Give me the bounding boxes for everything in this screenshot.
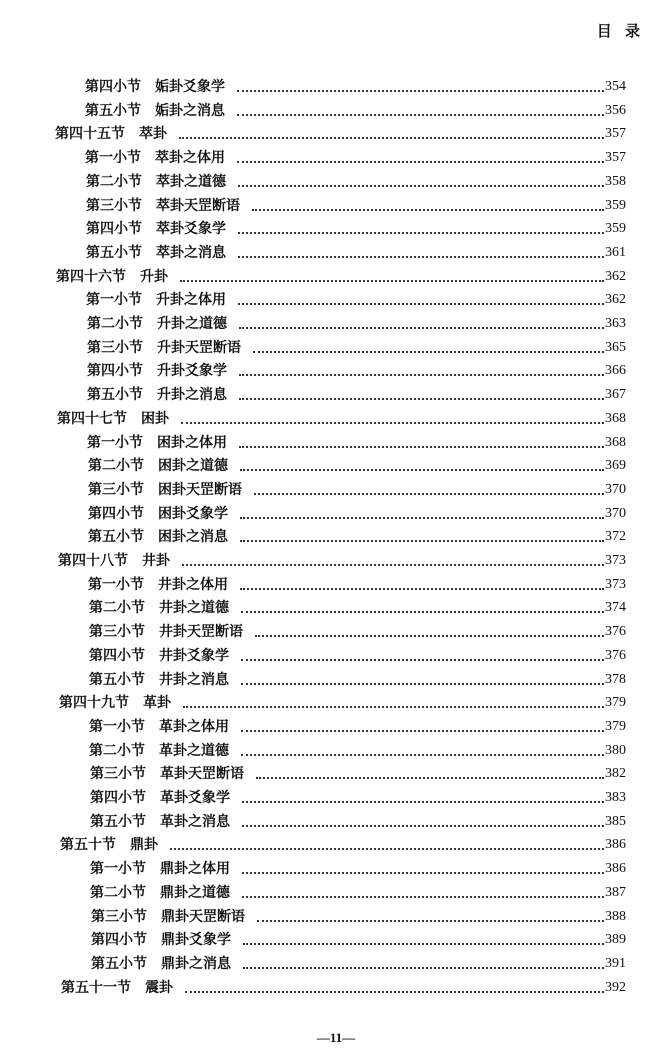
toc-entry-page: 356 xyxy=(605,102,626,118)
toc-subsection-row[interactable] xyxy=(89,736,626,760)
toc-subsection-row[interactable] xyxy=(88,451,626,475)
toc-leader-dots xyxy=(240,576,604,590)
toc-entry-page: 368 xyxy=(605,434,626,450)
toc-entry-number: 第三小节 xyxy=(88,481,144,498)
toc-section-row[interactable] xyxy=(61,973,626,997)
toc-entry-title: 姤卦之消息 xyxy=(155,102,225,119)
toc-subsection-row[interactable] xyxy=(86,214,626,238)
toc-leader-dots xyxy=(241,671,604,685)
toc-entry-number: 第四小节 xyxy=(90,790,146,806)
toc-entry-page: 363 xyxy=(605,316,626,331)
toc-subsection-row[interactable] xyxy=(87,380,626,404)
toc-entry-title: 鼎卦之消息 xyxy=(161,955,231,972)
toc-entry-page: 368 xyxy=(605,410,626,426)
toc-entry-page: 376 xyxy=(605,624,626,640)
toc-leader-dots xyxy=(185,979,604,993)
toc-entry-page: 372 xyxy=(605,529,626,545)
toc-entry-page: 370 xyxy=(605,505,626,521)
toc-entry-number: 第四十九节 xyxy=(59,695,129,712)
toc-leader-dots xyxy=(181,410,604,424)
toc-entry-page: 389 xyxy=(605,932,626,948)
toc-entry-number: 第二小节 xyxy=(90,884,146,901)
page-number: —11— xyxy=(316,1030,356,1045)
toc-entry-page: 387 xyxy=(605,884,626,900)
toc-entry-page: 365 xyxy=(605,339,626,355)
toc-entry-page: 378 xyxy=(605,671,626,687)
toc-entry-number: 第二小节 xyxy=(89,742,145,759)
toc-entry-page: 373 xyxy=(605,553,626,568)
toc-entry-page: 391 xyxy=(605,955,626,971)
toc-leader-dots xyxy=(256,765,604,779)
toc-entry-page: 369 xyxy=(605,458,626,474)
toc-subsection-row[interactable] xyxy=(90,807,626,831)
toc-subsection-row[interactable] xyxy=(89,712,626,736)
toc-entry-number: 第五小节 xyxy=(91,955,147,972)
toc-entry-number: 第三小节 xyxy=(89,624,145,641)
toc-leader-dots xyxy=(241,647,604,661)
toc-entry-number: 第四小节 xyxy=(85,79,141,95)
toc-entry-number: 第二小节 xyxy=(88,458,144,475)
toc-entry-title: 革卦之消息 xyxy=(160,813,230,830)
toc-entry-number: 第一小节 xyxy=(85,150,141,167)
toc-section-row[interactable] xyxy=(59,688,626,712)
toc-entry-page: 367 xyxy=(605,387,626,403)
toc-leader-dots xyxy=(237,78,604,92)
toc-leader-dots xyxy=(241,718,604,732)
toc-entry-title: 困卦天罡断语 xyxy=(158,481,242,498)
toc-entry-number: 第一小节 xyxy=(88,576,144,593)
toc-subsection-row[interactable] xyxy=(87,356,626,380)
toc-entry-title: 革卦之体用 xyxy=(159,718,229,735)
toc-entry-number: 第三小节 xyxy=(90,766,146,783)
toc-entry-number: 第四小节 xyxy=(86,221,142,238)
toc-entry-title: 困卦爻象学 xyxy=(158,505,228,522)
toc-entry-title: 困卦之体用 xyxy=(157,434,227,451)
toc-entry-page: 388 xyxy=(605,908,626,924)
toc-entry-title: 萃卦爻象学 xyxy=(156,221,226,238)
toc-entry-number: 第四十五节 xyxy=(55,126,125,143)
toc-subsection-row[interactable] xyxy=(89,665,626,689)
toc-entry-number: 第五小节 xyxy=(90,813,146,830)
toc-entry-title: 萃卦之消息 xyxy=(156,244,226,261)
toc-entry-number: 第四小节 xyxy=(87,363,143,380)
toc-entry-page: 373 xyxy=(605,576,626,592)
toc-subsection-row[interactable] xyxy=(91,949,626,973)
toc-entry-title: 鼎卦之体用 xyxy=(160,861,230,878)
toc-subsection-row[interactable] xyxy=(86,191,626,215)
toc-entry-number: 第一小节 xyxy=(86,292,142,309)
toc-entry-number: 第二小节 xyxy=(86,173,142,190)
toc-entry-number: 第五十节 xyxy=(60,837,116,854)
toc-leader-dots xyxy=(240,505,604,519)
toc-entry-title: 升卦之体用 xyxy=(156,292,226,309)
toc-entry-page: 374 xyxy=(605,600,626,616)
toc-entry-number: 第四十六节 xyxy=(56,268,126,285)
toc-leader-dots xyxy=(238,291,604,305)
toc-entry-number: 第四十八节 xyxy=(58,553,128,569)
toc-subsection-row[interactable] xyxy=(85,143,626,167)
toc-entry-title: 姤卦爻象学 xyxy=(155,79,225,95)
toc-entry-page: 379 xyxy=(605,718,626,734)
toc-entry-title: 困卦之消息 xyxy=(158,529,228,546)
toc-leader-dots xyxy=(243,931,604,945)
toc-leader-dots xyxy=(179,125,604,139)
toc-entry-page: 354 xyxy=(605,79,626,94)
toc-subsection-row[interactable] xyxy=(86,167,626,191)
toc-leader-dots xyxy=(242,813,604,827)
toc-entry-title: 革卦之道德 xyxy=(159,742,229,759)
toc-entry-page: 379 xyxy=(605,695,626,711)
toc-entry-page: 357 xyxy=(605,126,626,142)
toc-entry-number: 第一小节 xyxy=(87,434,143,451)
toc-entry-title: 革卦天罡断语 xyxy=(160,766,244,783)
toc-section-row[interactable] xyxy=(56,262,626,286)
toc-entry-number: 第三小节 xyxy=(91,908,147,925)
toc-leader-dots xyxy=(238,244,604,258)
toc-entry-page: 362 xyxy=(605,268,626,284)
toc-entry-title: 升卦天罡断语 xyxy=(157,339,241,356)
toc-entry-title: 鼎卦天罡断语 xyxy=(161,908,245,925)
toc-entry-page: 380 xyxy=(605,742,626,758)
toc-subsection-row[interactable] xyxy=(85,72,626,96)
toc-subsection-row[interactable] xyxy=(87,309,626,333)
toc-entry-page: 370 xyxy=(605,481,626,497)
toc-subsection-row[interactable] xyxy=(91,925,626,949)
toc-leader-dots xyxy=(183,694,604,708)
toc-entry-title: 井卦之消息 xyxy=(159,671,229,688)
toc-entry-title: 井卦之道德 xyxy=(159,600,229,617)
toc-entry-page: 359 xyxy=(605,197,626,213)
toc-entry-title: 井卦 xyxy=(142,553,170,569)
toc-entry-number: 第三小节 xyxy=(86,197,142,214)
toc-section-row[interactable] xyxy=(58,546,626,570)
toc-entry-number: 第一小节 xyxy=(90,861,146,878)
toc-leader-dots xyxy=(239,315,604,329)
toc-leader-dots xyxy=(238,173,604,187)
toc-subsection-row[interactable] xyxy=(89,593,626,617)
toc-entry-title: 鼎卦爻象学 xyxy=(161,932,231,949)
toc-entry-page: 376 xyxy=(605,647,626,663)
toc-entry-title: 萃卦 xyxy=(139,126,167,143)
toc-leader-dots xyxy=(242,789,604,803)
toc-entry-title: 升卦之道德 xyxy=(157,316,227,332)
toc-entry-number: 第五小节 xyxy=(85,102,141,119)
toc-entry-title: 井卦天罡断语 xyxy=(159,624,243,641)
toc-subsection-row[interactable] xyxy=(87,333,626,357)
toc-entry-page: 362 xyxy=(605,292,626,308)
toc-leader-dots xyxy=(257,908,604,922)
toc-entry-page: 386 xyxy=(605,837,626,853)
toc-entry-number: 第五小节 xyxy=(88,529,144,546)
toc-entry-number: 第一小节 xyxy=(89,718,145,735)
toc-entry-number: 第四小节 xyxy=(89,647,145,664)
toc-section-row[interactable] xyxy=(60,830,626,854)
toc-entry-title: 升卦之消息 xyxy=(157,387,227,404)
toc-entry-page: 386 xyxy=(605,861,626,877)
toc-leader-dots xyxy=(239,434,604,448)
toc-subsection-row[interactable] xyxy=(88,570,626,594)
toc-entry-title: 革卦 xyxy=(143,695,171,712)
toc-entry-number: 第五小节 xyxy=(86,244,142,261)
toc-leader-dots xyxy=(239,362,604,376)
toc-entry-page: 382 xyxy=(605,766,626,782)
toc-entry-page: 358 xyxy=(605,173,626,189)
toc-subsection-row[interactable] xyxy=(90,759,626,783)
toc-leader-dots xyxy=(237,102,604,116)
toc-entry-title: 困卦 xyxy=(141,410,169,427)
toc-subsection-row[interactable] xyxy=(90,854,626,878)
toc-leader-dots xyxy=(170,836,604,850)
toc-leader-dots xyxy=(241,742,604,756)
toc-leader-dots xyxy=(241,599,604,613)
toc-subsection-row[interactable] xyxy=(86,285,626,309)
toc-leader-dots xyxy=(240,528,604,542)
toc-entry-title: 萃卦之体用 xyxy=(155,150,225,167)
toc-entry-page: 357 xyxy=(605,150,626,166)
toc-entry-title: 困卦之道德 xyxy=(158,458,228,475)
toc-entry-title: 升卦 xyxy=(140,268,168,285)
toc-entry-page: 385 xyxy=(605,813,626,829)
toc-leader-dots xyxy=(182,552,604,566)
toc-leader-dots xyxy=(254,481,604,495)
toc-entry-number: 第四小节 xyxy=(91,932,147,949)
toc-entry-page: 361 xyxy=(605,244,626,260)
toc-leader-dots xyxy=(255,623,604,637)
toc-subsection-row[interactable] xyxy=(91,902,626,926)
toc-entry-title: 鼎卦 xyxy=(130,837,158,854)
toc-leader-dots xyxy=(240,457,604,471)
toc-entry-title: 萃卦天罡断语 xyxy=(156,197,240,214)
toc-entry-page: 383 xyxy=(605,790,626,805)
toc-subsection-row[interactable] xyxy=(88,499,626,523)
toc-subsection-row[interactable] xyxy=(88,522,626,546)
toc-entry-title: 井卦之体用 xyxy=(158,576,228,593)
toc-entry-page: 366 xyxy=(605,363,626,379)
toc-entry-number: 第五十一节 xyxy=(61,979,131,996)
toc-entry-number: 第五小节 xyxy=(89,671,145,688)
toc-entry-page: 359 xyxy=(605,221,626,237)
toc-entry-title: 升卦爻象学 xyxy=(157,363,227,380)
toc-entry-title: 井卦爻象学 xyxy=(159,647,229,664)
toc-entry-number: 第五小节 xyxy=(87,387,143,404)
toc-entry-title: 震卦 xyxy=(145,979,173,996)
toc-subsection-row[interactable] xyxy=(89,641,626,665)
toc-subsection-row[interactable] xyxy=(88,475,626,499)
toc-entry-number: 第二小节 xyxy=(89,600,145,617)
toc-section-row[interactable] xyxy=(55,119,626,143)
toc-leader-dots xyxy=(252,197,604,211)
toc-section-row[interactable] xyxy=(57,404,626,428)
toc-entry-number: 第三小节 xyxy=(87,339,143,356)
toc-entry-title: 萃卦之道德 xyxy=(156,173,226,190)
toc-leader-dots xyxy=(239,386,604,400)
toc-subsection-row[interactable] xyxy=(86,238,626,262)
toc-subsection-row[interactable] xyxy=(90,783,626,807)
toc-entry-number: 第二小节 xyxy=(87,316,143,332)
toc-subsection-row[interactable] xyxy=(85,96,626,120)
toc-entry-number: 第四十七节 xyxy=(57,410,127,427)
toc-leader-dots xyxy=(237,149,604,163)
toc-leader-dots xyxy=(242,860,604,874)
toc-entry-title: 鼎卦之道德 xyxy=(160,884,230,901)
toc-entry-title: 革卦爻象学 xyxy=(160,790,230,806)
toc-leader-dots xyxy=(238,220,604,234)
toc-subsection-row[interactable] xyxy=(89,617,626,641)
toc-subsection-row[interactable] xyxy=(87,428,626,452)
toc-leader-dots xyxy=(243,955,604,969)
toc-leader-dots xyxy=(180,268,604,282)
toc-subsection-row[interactable] xyxy=(90,878,626,902)
toc-entry-page: 392 xyxy=(605,979,626,995)
toc-leader-dots xyxy=(253,339,604,353)
page-header-title: 目 录 xyxy=(596,22,644,40)
toc-entry-number: 第四小节 xyxy=(88,505,144,522)
toc-leader-dots xyxy=(242,884,604,898)
